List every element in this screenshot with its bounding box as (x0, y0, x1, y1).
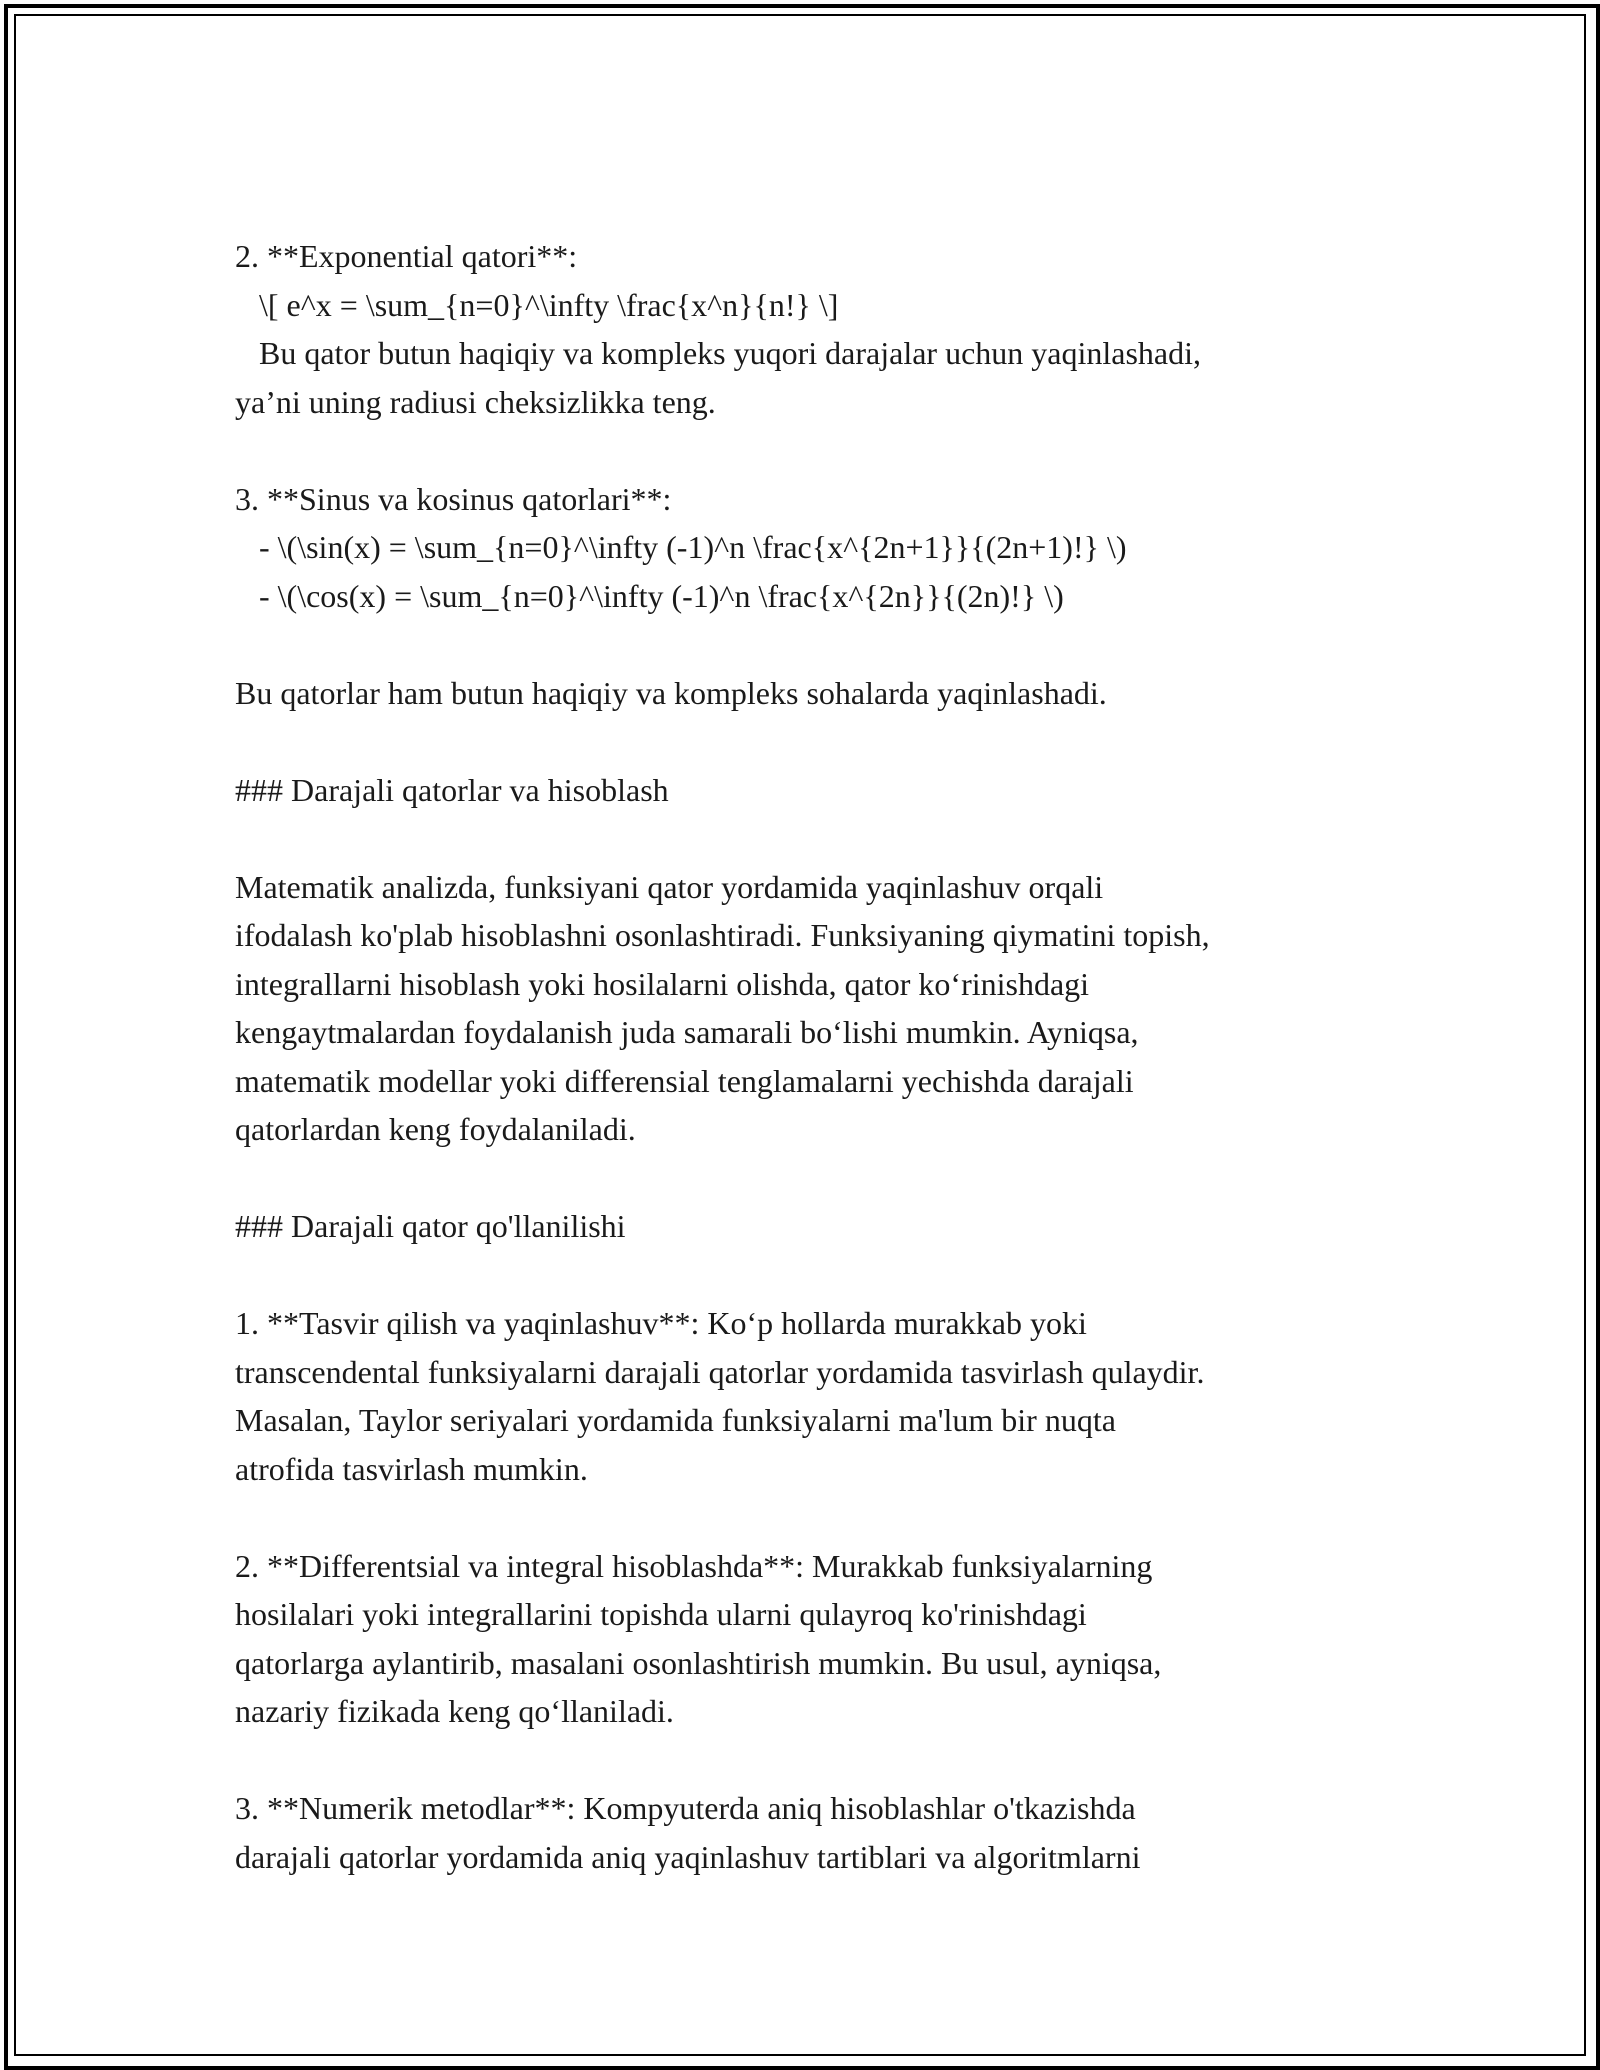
sin-cos-series-item (235, 475, 1375, 621)
heading-text: ### Darajali qator qo'llanilishi (235, 1208, 626, 1244)
paragraph-line: integrallarni hisoblash yoki hosilalarni olishda, qator ko‘rinishdagi (235, 965, 1090, 1002)
paragraph (235, 863, 1375, 1154)
paragraph-spacer (235, 1154, 1375, 1203)
paragraph-spacer (235, 1493, 1375, 1542)
formula-line: - \(\cos(x) = \sum_{n=0}^\infty (-1)^n \frac{x^{2n}}{(2n)!} \) (235, 577, 1064, 614)
paragraph-line: Matematik analizda, funksiyani qator yordamida yaqinlashuv orqali (235, 868, 1104, 905)
exponential-series-item (235, 232, 1375, 426)
paragraph-line: 3. **Numerik metodlar**: Kompyuterda aniq hisoblashlar o'tkazishda (235, 1790, 1136, 1826)
heading-text: ### Darajali qatorlar va hisoblash (235, 771, 669, 808)
section-heading (235, 766, 1375, 815)
paragraph-line: Masalan, Taylor seriyalari yordamida funksiyalarni ma'lum bir nuqta (235, 1402, 1116, 1438)
paragraph-spacer (235, 717, 1375, 766)
document-body (235, 232, 1375, 1881)
paragraph-line: Bu qatorlar ham butun haqiqiy va kompleks sohalarda yaqinlashadi. (235, 674, 1107, 711)
paragraph-spacer (235, 426, 1375, 475)
paragraph-line: Bu qator butun haqiqiy va kompleks yuqori darajalar uchun yaqinlashadi, (235, 335, 1201, 371)
paragraph-line: qatorlardan keng foydalaniladi. (235, 1111, 636, 1147)
paragraph-line: matematik modellar yoki differensial tenglamalarni yechishda darajali (235, 1062, 1134, 1099)
paragraph-spacer (235, 1736, 1375, 1785)
paragraph-line: transcendental funksiyalarni darajali qatorlar yordamida tasvirlash qulaydir. (235, 1353, 1205, 1390)
formula-line: \[ e^x = \sum_{n=0}^\infty \frac{x^n}{n!} \] (235, 286, 839, 323)
paragraph-spacer (235, 1251, 1375, 1300)
paragraph-line: 1. **Tasvir qilish va yaqinlashuv**: Ko‘p hollarda murakkab yoki (235, 1305, 1087, 1341)
list-item (235, 1784, 1375, 1881)
paragraph-line: atrofida tasvirlash mumkin. (235, 1450, 588, 1487)
paragraph-line: ifodalash ko'plab hisoblashni osonlashtiradi. Funksiyaning qiymatini topish, (235, 917, 1210, 953)
paragraph-line: qatorlarga aylantirib, masalani osonlashtirish mumkin. Bu usul, ayniqsa, (235, 1644, 1162, 1681)
paragraph-line: nazariy fizikada keng qo‘llaniladi. (235, 1693, 674, 1729)
formula-line: - \(\sin(x) = \sum_{n=0}^\infty (-1)^n \frac{x^{2n+1}}{(2n+1)!} \) (235, 529, 1127, 565)
list-item (235, 1542, 1375, 1736)
paragraph (235, 669, 1375, 718)
list-item (235, 1299, 1375, 1493)
paragraph-line: ya’ni uning radiusi cheksizlikka teng. (235, 383, 716, 420)
paragraph-line: 2. **Differentsial va integral hisoblashda**: Murakkab funksiyalarning (235, 1547, 1153, 1584)
paragraph-line: kengaytmalardan foydalanish juda samarali bo‘lishi mumkin. Ayniqsa, (235, 1014, 1139, 1050)
section-heading (235, 1202, 1375, 1251)
paragraph-spacer (235, 620, 1375, 669)
list-item-heading: 3. **Sinus va kosinus qatorlari**: (235, 480, 672, 517)
paragraph-line: hosilalari yoki integrallarini topishda ularni qulayroq ko'rinishdagi (235, 1596, 1087, 1632)
paragraph-spacer (235, 814, 1375, 863)
list-item-heading: 2. **Exponential qatori**: (235, 238, 578, 274)
paragraph-line: darajali qatorlar yordamida aniq yaqinlashuv tartiblari va algoritmlarni (235, 1838, 1141, 1875)
